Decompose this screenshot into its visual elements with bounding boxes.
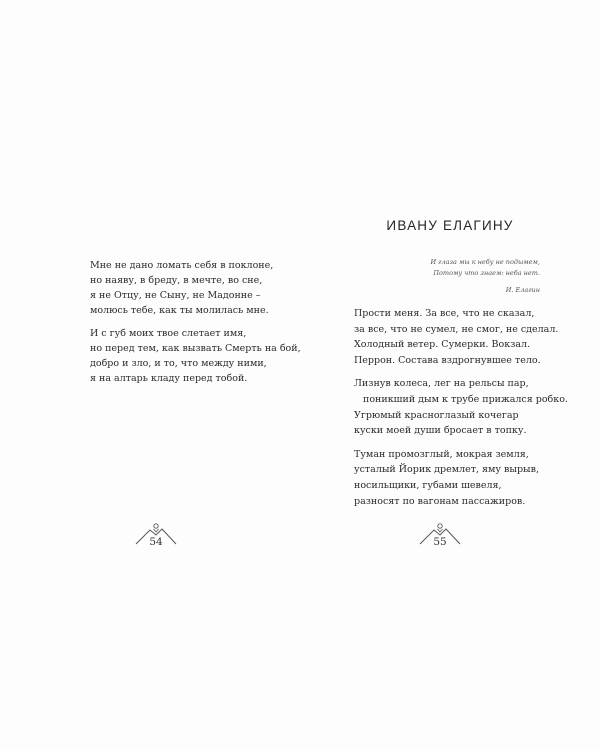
epigraph-line: Потому что знаем: неба нет. <box>433 268 540 277</box>
left-poem <box>90 258 301 394</box>
poem-line: Лизнув колеса, лег на рельсы пар, <box>354 378 529 390</box>
poem-line: я на алтарь кладу перед тобой. <box>90 373 248 384</box>
page-number-right: 55 <box>433 536 447 548</box>
poem-line: поникший дым к трубе прижался робко. <box>363 393 568 405</box>
poem-line: Мне не дано ломать себя в поклоне, <box>90 260 274 271</box>
epigraph-line: И глаза мы к небу не подымем, <box>430 258 540 266</box>
poem-line: Перрон. Состава вздрогнувшее тело. <box>354 354 541 366</box>
right-page <box>300 0 600 750</box>
poem-title: ИВАНУ ЕЛАГИНУ <box>386 218 514 233</box>
poem-line: Холодный ветер. Сумерки. Вокзал. <box>354 339 531 351</box>
poem-line: И с губ моих твое слетает имя, <box>90 328 247 339</box>
stanza <box>90 258 301 318</box>
poem-line: молюсь тебе, как ты молилась мне. <box>90 305 269 316</box>
poem-line: Туман промозглый, мокрая земля, <box>354 448 529 460</box>
epigraph <box>430 257 540 296</box>
poem-line: но наяву, в бреду, в мечте, во сне, <box>90 275 263 286</box>
page-number-left: 54 <box>149 536 163 548</box>
poem-line: носильщики, губами шевеля, <box>354 479 502 491</box>
poem-line: добро и зло, и то, что между ними, <box>90 358 267 369</box>
poem-line: за все, что не сумел, не смог, не сделал. <box>354 323 559 335</box>
stanza <box>354 447 568 509</box>
stanza <box>90 326 301 386</box>
poem-line: Прости меня. За все, что не сказал, <box>354 308 535 319</box>
stanza <box>354 306 568 368</box>
poem-line: усталый Йорик дремлет, яму вырыв, <box>354 464 539 476</box>
stanza <box>354 376 568 438</box>
poem-line: куски моей души бросает в топку. <box>354 425 527 437</box>
poem-line: Угрюмый красноглазый кочегар <box>354 409 519 421</box>
epigraph-author: И. Елагин <box>505 286 540 294</box>
poem-line: я не Отцу, не Сыну, не Мадонне – <box>90 290 261 301</box>
poem-line: но перед тем, как вызвать Смерть на бой, <box>90 343 301 354</box>
right-poem <box>354 306 568 517</box>
poem-line: разносят по вагонам пассажиров. <box>354 495 526 507</box>
